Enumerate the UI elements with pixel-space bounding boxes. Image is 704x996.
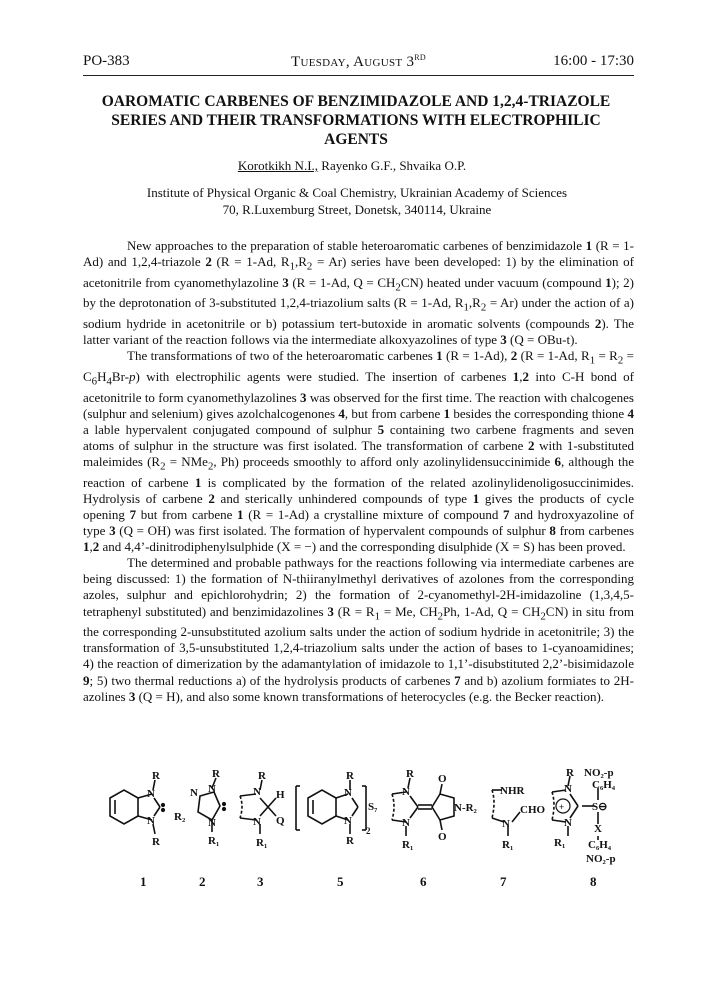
chemical-structures-scheme: [100, 768, 640, 873]
svg-text:CHO: CHO: [520, 804, 546, 816]
svg-text:R: R: [566, 768, 574, 779]
svg-text:NO₂-p: NO₂-p: [584, 768, 614, 779]
presenting-author: Korotkikh N.I.,: [237, 158, 319, 173]
affiliation: [90, 184, 624, 218]
structure-number: 6: [420, 874, 427, 889]
svg-text:R₁: R₁: [256, 837, 268, 849]
abstract-body: [83, 238, 634, 705]
co-authors: Rayenko G.F., Shvaika O.P.: [318, 158, 467, 173]
svg-text:N: N: [253, 786, 261, 798]
structure-1: [110, 770, 164, 848]
page-header: [83, 53, 634, 76]
svg-text:R: R: [152, 836, 160, 848]
svg-text:R: R: [212, 768, 220, 780]
structure-number: 1: [140, 874, 147, 889]
svg-text:2: 2: [366, 826, 371, 836]
structure-numbers: [0, 874, 704, 892]
paragraph-2: The transformations of two of the heteroaromatic carbenes 1 (R = 1-Ad), 2 (R = 1-Ad, $R_1 = R_2 = C_6H_4Br-p$) with electrophilic agents were studied. The insertion of carbenes 1,2 into C-H bond of acetonitrile to form cyanomethylazolines 3 was observed for the first time. The reaction with chalcogenes (sulphur and selenium) gives azolchalcogenones 4, but from carbene 1 besides the corresponding thione 4 a lable hypervalent conjugated compound of sulphur 5 containing two carbene fragments and seven atoms of sulphur in the structure was first isolated. The transformation of carbene 2 with 1-substituted maleimides ($R_2 = NMe_2$, Ph) proceeds smoothly to afford only azolinylidensuccinimide 6, although the reaction of carbene 1 is complicated by the formation of the related azolinylidenoligosuccinimides. Hydrolysis of carbene 2 and sterically unhindered compounds of type 1 gives the products of cycle opening 7 but from carbene 1 (R = 1-Ad) a crystalline mixture of compound 7 and hydroxyazoline of type 3 (Q = OH) was first isolated. The formation of hypervalent compounds of sulphur 8 from carbenes 1,2 and 4,4’-dinitrodiphenylsulphide (X = −) and the corresponding disulphide (X = S) has been proved.: [83, 348, 635, 555]
svg-text:N: N: [564, 817, 572, 829]
affiliation-line-1: Institute of Physical Organic & Coal Chemistry, Ukrainian Academy of Sciences: [146, 185, 568, 200]
svg-text:Q: Q: [276, 815, 285, 827]
svg-text:R₂: R₂: [174, 811, 186, 823]
svg-text:R: R: [258, 770, 266, 782]
svg-text:H: H: [276, 789, 285, 801]
session-day: Tuesday, August 3RD: [290, 53, 426, 70]
svg-text:NO₂-p: NO₂-p: [586, 853, 616, 865]
affiliation-line-2: 70, R.Luxemburg Street, Donetsk, 340114, Ukraine: [222, 202, 492, 217]
structure-7: [492, 785, 546, 851]
svg-text:N: N: [147, 788, 155, 800]
session-time: 16:00 - 17:30: [553, 53, 634, 69]
structure-3: [240, 770, 285, 849]
svg-text:C₆H₄: C₆H₄: [592, 779, 616, 791]
structure-number: 3: [257, 874, 264, 889]
svg-text:R: R: [152, 770, 160, 782]
svg-text:R₁: R₁: [554, 837, 566, 849]
svg-text:N: N: [402, 786, 410, 798]
svg-text:X: X: [594, 823, 602, 835]
svg-text:N: N: [344, 787, 352, 799]
svg-text:N: N: [402, 817, 410, 829]
poster-code: PO-383: [83, 53, 130, 69]
svg-text:N: N: [502, 818, 510, 830]
svg-text:N: N: [208, 817, 216, 829]
paragraph-3: The determined and probable pathways for the reactions following via intermediate carbenes are being discussed: 1) the formation of N-thiiranylmethyl derivatives of azolones from the corresponding azoles, sulphur and epichlorohydrin; 2) the formation of 2-cyanomethyl-2H-imidazoline (1,3,4,5-tetraphenyl substituted) and benzimidazolines 3 ($R = R_1 = Me$, $CH_2Ph$, 1-Ad, $Q = CH_2CN$) in situ from the corresponding 2-unsubstituted azolium salts under the action of sodium hydride in acetonitrile; 3) the transformation of 3,5-unsubstituted 1,2,4-triazolium salts under the action of bases to 1-cyanoamidines; 4) the reaction of dimerization by the adamantylation of imidazole to 1,1’-disubstituted 2,2’-bisimidazole 9; 5) two thermal reductions a) of the hydrolysis products of carbenes 7 and b) azolium formiates to 2H-azolines 3 (Q = H), and also some known transformations of heterocycles (e.g. the Becker reaction).: [83, 555, 634, 704]
structure-number: 5: [337, 874, 344, 889]
svg-text:N: N: [190, 787, 198, 799]
svg-text:N: N: [564, 783, 572, 795]
svg-text:R: R: [346, 835, 354, 847]
svg-text:S₇: S₇: [368, 801, 378, 813]
svg-text:N: N: [208, 783, 216, 795]
structure-5: [296, 770, 378, 847]
svg-text:C₆H₄: C₆H₄: [588, 839, 612, 851]
svg-text:O: O: [438, 773, 447, 785]
structure-number: 7: [500, 874, 507, 889]
svg-text:N: N: [344, 815, 352, 827]
structure-number: 2: [199, 874, 206, 889]
authors: [0, 158, 704, 174]
svg-text:N: N: [147, 815, 155, 827]
svg-text:NHR: NHR: [500, 785, 525, 797]
abstract-title: OAROMATIC CARBENES OF BENZIMIDAZOLE AND 1,2,4-TRIAZOLE SERIES AND THEIR TRANSFORMATIONS WITH ELECTROPHILIC AGENTS: [101, 93, 611, 148]
svg-text:S⊖: S⊖: [592, 801, 608, 813]
structure-number: 8: [590, 874, 597, 889]
svg-text:N-R₂: N-R₂: [454, 802, 477, 814]
structure-6: [392, 768, 478, 851]
svg-text:R₁: R₁: [402, 839, 414, 851]
svg-text:N: N: [253, 816, 261, 828]
svg-text:R₁: R₁: [502, 839, 514, 851]
svg-text:+: +: [559, 802, 565, 812]
svg-text:R₁: R₁: [208, 835, 220, 847]
svg-text:O: O: [438, 831, 447, 843]
structure-2: [174, 768, 225, 847]
svg-text:R: R: [406, 768, 414, 780]
paragraph-1: New approaches to the preparation of stable heteroaromatic carbenes of benzimidazole 1 (R = 1-Ad) and 1,2,4-triazole 2 (R = 1-Ad, $R_1,R_2 = Ar$) series have been developed: 1) by the elimination of acetonitrile from cyanomethylazoline 3 (R = 1-Ad, $Q = CH_2CN$) heated under vacuum (compound 1); 2) by the deprotonation of 3-substituted 1,2,4-triazolium salts (R = 1-Ad, $R_1,R_2 = Ar$) under the action of a) sodium hydride in acetonitrile or b) potassium tert-butoxide in aromatic solvents (compounds 2). The latter variant of the reaction follows via the intermediate alkoxyazolines of type 3 (Q = OBu-t).: [83, 238, 635, 348]
structure-8: [552, 768, 616, 865]
svg-text:R: R: [346, 770, 354, 782]
